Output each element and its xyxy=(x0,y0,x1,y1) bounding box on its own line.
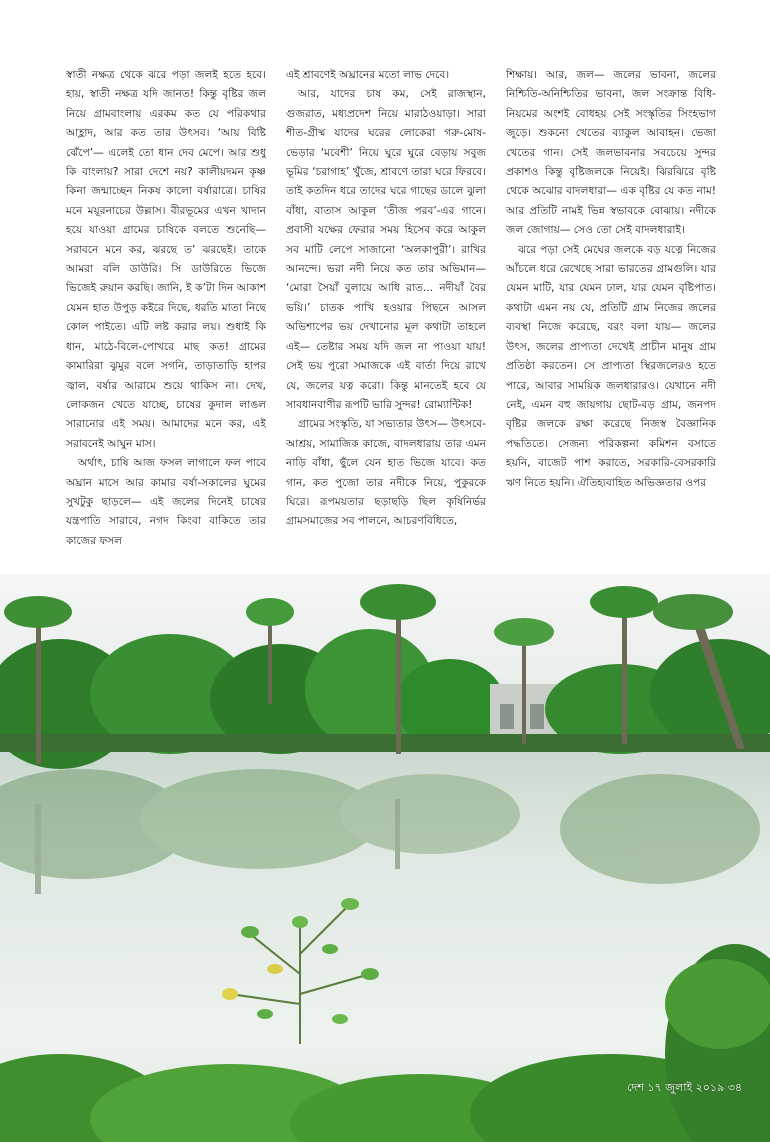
pond-photo-illustration xyxy=(0,574,770,1142)
paragraph: এই শ্রাবণেই অঘ্রানের মতো লাভ দেবে। xyxy=(286,69,450,81)
tree-line xyxy=(0,629,770,769)
page-folio: দেশ ১৭ জুলাই ২০১৯ ৩৪ xyxy=(627,1081,742,1094)
paragraph: স্বাতী নক্ষত্র থেকে ঝরে পড়া জলই হতে হবে। হায়, স্বাতী নক্ষত্র যদি জানত! কিন্তু বৃষ্টির জল নিয়ে গ্রামবাংলায় এরকম কত যে পরিকথার আহ্লাদ, আর কত তার উৎসব। ‘আয় বিষ্টি ঝেঁপে’— এলেই তো ধান দেব মেপে। আর শুধু কি বাংলায়? সারা দেশে নয়? কালীয়দমন কৃষ্ণ কিনা জন্মাচ্ছেন নিকষ কালো বর্ষারাত্রে। চাষির মনে ময়ূরনাচের উল্লাস। বীরভূমের এখন খাদান হয়ে যাওয়া গ্রামের চাষিকে বলতে শুনেছি— সরাবনে মনে কর, ঝরছে ত’ ঝরছেই। তাকে আমরা বলি ডাউরি। সি ডাউরিতে ভিজে ভিজেই রুয়ান করছি। জানি, ই ক’টা দিন আকাশ যেমন হাত উপুড় কইরে দিছে, ধরতি মাতা নিছে কোল পাইতে। এটি লষ্ট করার লয়। শুধাই কি ধান, মাঠে-বিলে-পোখরে মাছ কত! গ্রামের কামারিরা ঝুমুর বলে সগনি, তাড়াতাড়ি হাপর জ্বাল, বর্ষার আরামে শুয়ে থাকিস না। দেখ, লোকজন খেতে যাচ্ছে, চাষের কুদাল লাঙল সারানোর এই সময়। আমাদের মনে কর, এই সরাবনেই আঘুন মাস। xyxy=(66,69,266,450)
paragraph: ঝরে পড়া সেই মেঘের জলকে বড় যত্নে নিজের আঁচলে ধরে রেখেছে সারা ভারতের গ্রামগুলি। যার যেমন মাটি, যার যেমন ঢাল, যার যেমন বৃষ্টিপাত। কথাটা এমন নয় যে, প্রতিটি গ্রাম নিজের জলের ব্যবস্থা নিজে করেছে, বরং বলা যায়— জলের উৎস, জলের প্রাপ্যতা দেখেই প্রাচীন মানুষ গ্রাম প্রতিষ্ঠা করতেন। সে প্রাপ্যতা স্থিরজলেরও হতে পারে, আবার সাময়িক জলধারারও। যেখানে নদী নেই, এমন বহু জায়গায় ছোট-বড় গ্রাম, জনপদ বৃষ্টির জলকে রক্ষা করেছে নিজস্ব বৈজ্ঞানিক পদ্ধতিতে। সেজন্য পরিকল্পনা কমিশন বসাতে হয়নি, বাজেট পাশ করাতে, সরকারি-বেসরকারি ঋণ নিতে হয়নি। ঐতিহ্যবাহিত অভিজ্ঞতার ওপর xyxy=(506,243,716,489)
paragraph: আর, যাদের চাষ কম, সেই রাজস্থান, গুজরাত, মধ্যপ্রদেশ নিয়ে মারাঠওয়াড়া। সারা শীত-গ্রীষ্ম যাদের ঘরের লোকেরা গরু-মোষ-ভেড়ার ‘মবেশী’ নিয়ে ঘুরে ঘুরে বেড়ায় সবুজ ভূমির ‘চরাগাহ’ খুঁজে, শ্রাবণে তারা ঘরে ফিরবে। তাই কতদিন ধরে তাদের ঘরে গাছের ডালে ঝুলা বাঁধা, বাতাস আকুল ‘তীজ পরব’-এর গানে। প্রবাসী যক্ষের ফেরার সময় হিসেব করে আকুল সব মাটি লেপে সাজানো ‘অলকাপুরী’। রাখির আনন্দে। ভরা নদী নিয়ে কত তার অভিমান— ‘মোরা সৈয়াঁ বুলায়ে আধি রাত... নদীয়াঁ বৈর ভয়ি।’ চাতক পাখি হওয়ার পিছনে আসল অভিশাপের ভয় দেখানোর মূল কথাটা তাহলে এই— তেষ্টার সময় যদি জল না পাওয়া যায়! সেই ভয় পুরো সমাজকে এই বার্তা দিয়ে রাখে যে, জলের যত্ন করো। কিন্তু মানতেই হবে যে সাবধানবাণীর রূপটি ভারি সুন্দর! রোম্যান্টিক! xyxy=(286,88,486,411)
pond-photo xyxy=(0,574,770,1142)
article-column-3 xyxy=(506,66,716,554)
paragraph: অর্থাৎ, চাষি আজ ফসল লাগালে ফল পাবে অঘ্রান মাসে আর কামার বর্ষা-সকালের ঘুমের সুখটুকু ছাড়লে— এই জলের দিনেই চাষের যন্ত্রপাতি সারাবে, নগদ কিংবা বাকিতে তার কাজের ফসল xyxy=(66,457,266,547)
article-body xyxy=(66,66,716,554)
article-column-2 xyxy=(286,66,486,554)
paragraph: গ্রামের সংস্কৃতি, যা সভ্যতার উৎস— উৎসবে-আশ্রয়, সামাজিক কাজে, বাদলধারায় তার এমন নাড়ি বাঁধা, ছুঁলে যেন হাত ভিজে যাবে। কত গান, কত পুজো তার নদীকে নিয়ে, পুকুরকে ঘিরে। রূপময়তার ছড়াছড়ি ছিল কৃষিনির্ভর গ্রামসমাজের সব পালনে, আচরণবিধিতে, xyxy=(286,418,486,528)
article-column-1 xyxy=(66,66,266,554)
paragraph: শিক্ষায়। আর, জল— জলের ভাবনা, জলের নিশ্চিতি-অনিশ্চিতির ভাবনা, জল সংক্রান্ত বিধি-নিয়মের অংশই বোধহয় সেই সংস্কৃতির সিংহভাগ জুড়ে। শুকনো খেতের ব্যাকুল আবাহন। ভেজা খেতের গান। সেই জলভাবনার সবচেয়ে সুন্দর প্রকাশও কিন্তু বৃষ্টিজলকে নিয়েই। ঝিরঝিরে বৃষ্টি থেকে অঝোর বাদলধারা— এক বৃষ্টির যে কত নাম! আর প্রতিটি নামই ভিন্ন স্বভাবকে বোঝায়। নদীকে জল জোগায়— সেও তো সেই বাদলধারাই। xyxy=(506,69,716,237)
